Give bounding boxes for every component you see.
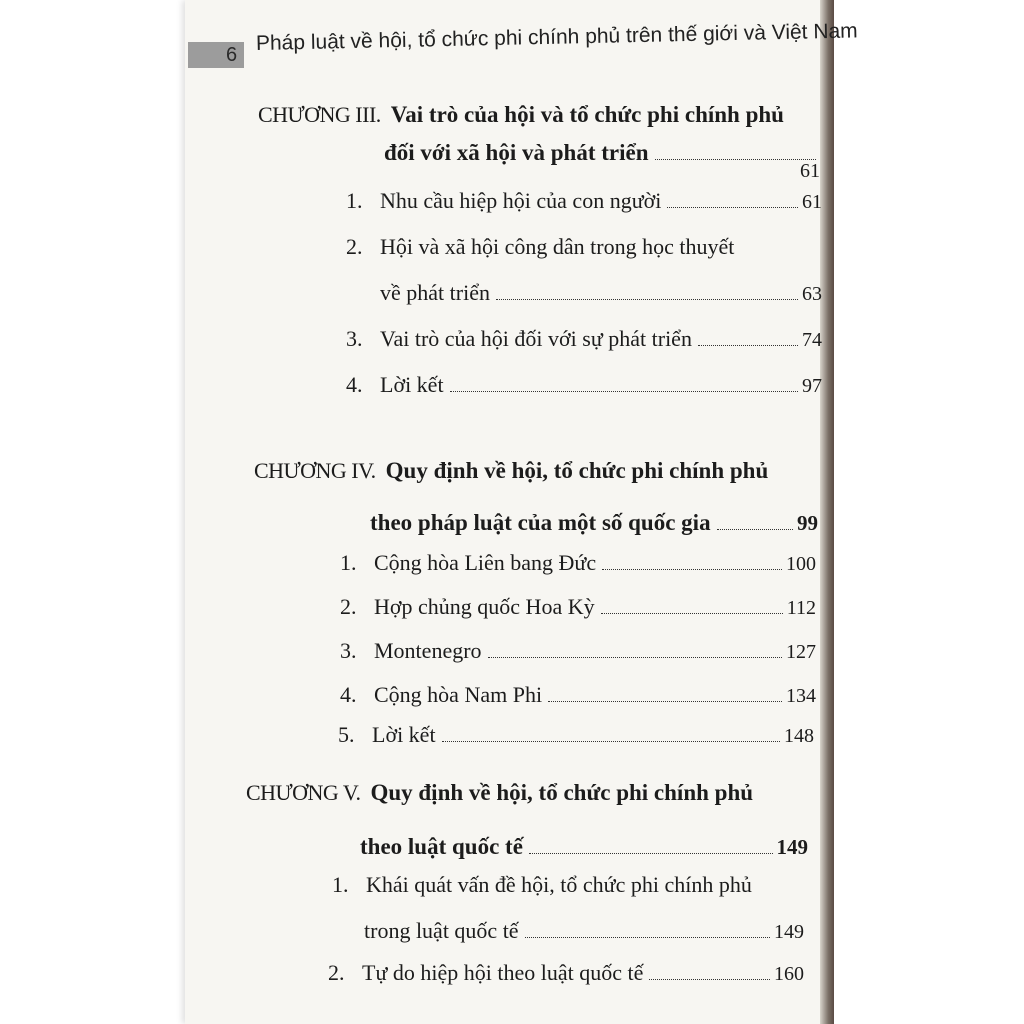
entry-number: 3. [340, 638, 357, 663]
page-ref: 134 [786, 685, 816, 707]
chapter-4-heading-cont [370, 510, 818, 536]
entry-number: 2. [340, 594, 357, 619]
toc-entry [332, 872, 808, 898]
chapter-title-cont: theo luật quốc tế [360, 834, 523, 859]
chapter-label: CHƯƠNG IV. [254, 458, 376, 483]
toc-entry [346, 234, 822, 260]
entry-number: 4. [346, 372, 363, 397]
page-ref: 148 [784, 725, 814, 747]
leader-dots [601, 613, 783, 614]
chapter-3-page [800, 160, 820, 183]
toc-entry [328, 960, 804, 986]
entry-text: Cộng hòa Nam Phi [374, 682, 543, 707]
page-ref: 160 [774, 963, 804, 985]
entry-text: Hội và xã hội công dân trong học thuyết [380, 234, 735, 259]
entry-text: Lời kết [380, 372, 444, 397]
chapter-4-heading [254, 458, 814, 484]
leader-dots [442, 741, 780, 742]
leader-dots [667, 207, 798, 208]
toc-entry [346, 188, 822, 214]
toc-entry [338, 722, 814, 748]
leader-dots [548, 701, 782, 702]
toc-entry [346, 326, 822, 352]
page-ref: 99 [797, 511, 818, 535]
leader-dots [529, 853, 773, 854]
toc-entry [340, 550, 816, 576]
page-ref: 61 [802, 191, 822, 213]
page-ref: 149 [774, 921, 804, 943]
chapter-5-heading [246, 780, 816, 806]
leader-dots [717, 529, 793, 530]
chapter-title-cont: đối với xã hội và phát triển [384, 140, 649, 165]
chapter-title: Quy định về hội, tổ chức phi chính phủ [385, 458, 769, 483]
entry-text: Vai trò của hội đối với sự phát triển [380, 326, 692, 351]
chapter-label: CHƯƠNG V. [246, 780, 361, 805]
toc-entry-cont [380, 280, 822, 306]
leader-dots [496, 299, 798, 300]
leader-dots [450, 391, 798, 392]
entry-text-cont: trong luật quốc tế [364, 918, 519, 943]
entry-text: Lời kết [372, 722, 436, 747]
entry-text: Khái quát vấn đề hội, tổ chức phi chính phủ [366, 872, 752, 897]
running-title: Pháp luật về hội, tổ chức phi chính phủ trên thế giới và Việt Nam [255, 19, 858, 55]
entry-number: 5. [338, 722, 355, 747]
entry-text: Tự do hiệp hội theo luật quốc tế [362, 960, 644, 985]
entry-number: 2. [346, 234, 363, 259]
entry-number: 1. [340, 550, 357, 575]
page-ref: 127 [786, 641, 816, 663]
entry-number: 2. [328, 960, 345, 985]
leader-dots [655, 159, 817, 160]
entry-number: 4. [340, 682, 357, 707]
page-ref: 100 [786, 553, 816, 575]
entry-text: Montenegro [374, 638, 482, 663]
entry-text-cont: về phát triển [380, 280, 490, 305]
entry-text: Nhu cầu hiệp hội của con người [380, 188, 662, 213]
page-ref: 149 [776, 835, 808, 859]
page-ref: 61 [800, 160, 820, 182]
chapter-title: Quy định về hội, tổ chức phi chính phủ [370, 780, 754, 805]
chapter-3-heading [258, 102, 818, 128]
chapter-title: Vai trò của hội và tổ chức phi chính phủ [390, 102, 784, 127]
page-ref: 74 [802, 329, 822, 351]
page-ref: 63 [802, 283, 822, 305]
leader-dots [698, 345, 798, 346]
chapter-title-cont: theo pháp luật của một số quốc gia [370, 510, 711, 535]
entry-text: Hợp chủng quốc Hoa Kỳ [374, 594, 595, 619]
entry-text: Cộng hòa Liên bang Đức [374, 550, 597, 575]
leader-dots [488, 657, 782, 658]
leader-dots [649, 979, 770, 980]
entry-number: 1. [346, 188, 363, 213]
entry-number: 3. [346, 326, 363, 351]
chapter-label: CHƯƠNG III. [258, 102, 381, 127]
page-number: 6 [226, 44, 238, 66]
chapter-3-heading-cont [384, 140, 820, 166]
chapter-5-heading-cont [360, 834, 808, 860]
toc-entry [340, 638, 816, 664]
page-ref: 97 [802, 375, 822, 397]
toc-entry [346, 372, 822, 398]
entry-number: 1. [332, 872, 349, 897]
toc-entry [340, 682, 816, 708]
page-ref: 112 [786, 597, 816, 619]
toc-entry [340, 594, 816, 620]
leader-dots [525, 937, 770, 938]
toc-entry-cont [364, 918, 804, 944]
leader-dots [602, 569, 782, 570]
